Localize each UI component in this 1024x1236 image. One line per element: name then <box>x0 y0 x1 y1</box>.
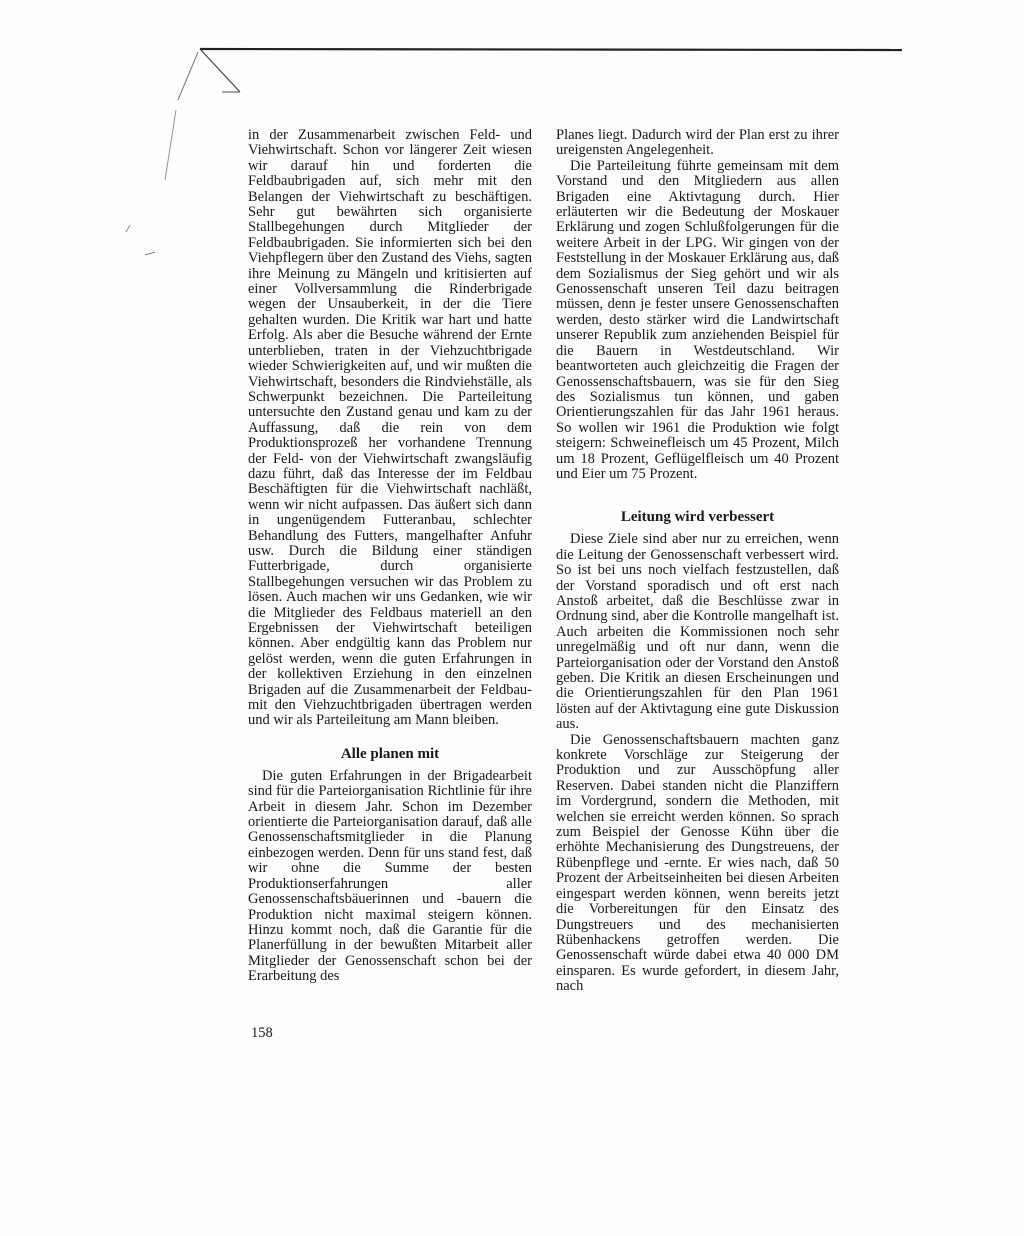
right-paragraph-1: Planes liegt. Dadurch wird der Plan erst zu ihrer ureigensten Angelegenheit. <box>556 127 839 159</box>
right-paragraph-3: Diese Ziele sind aber nur zu erreichen, wenn die Leitung der Genossenschaft verbessert wird. So ist bei uns noch vielfach festzustellen, daß der Vorstand sporadisch und oft erst nach Anstoß arbeitet, daß die Beschlüsse zwar in Ordnung sind, aber die Kontrolle mangelhaft ist. Auch arbeiten die Kommissionen noch sehr unregelmäßig und oft nur dann, wenn die Parteiorganisation oder der Vorstand den Anstoß geben. Die Kritik an diesen Erscheinungen und die Orientierungszahlen für den Plan 1961 lösten auf der Aktivtagung eine gute Diskussion aus. <box>556 531 839 733</box>
section-heading-alle-planen-mit: Alle planen mit <box>340 745 440 762</box>
top-border-line <box>200 49 902 50</box>
section-heading-leitung-wird-verbessert: Leitung wird verbessert <box>620 509 775 526</box>
fold-edge-diagonal <box>200 49 240 92</box>
left-scan-mark-4 <box>145 252 155 255</box>
right-paragraph-4: Die Genossenschaftsbauern machten ganz konkrete Vorschläge zur Steigerung der Produktion und zur Ausschöpfung aller Reserven. Dabei standen nicht die Planziffern im Vordergrund, sondern die Methoden, mit welchen sie erreicht werden können. So sprach zum Beispiel der Genosse Kühn über die erhöhte Mechanisierung des Dungstreuens, der Rübenpflege und -ernte. Er wies nach, daß 50 Prozent der Arbeitseinheiten bei diesen Arbeiten eingespart werden können, wenn bereits jetzt die Vorbereitungen für den Einsatz des Dungstreuers und des mechanisierten Rübenhackens getroffen werden. Die Genossenschaft würde dabei etwa 40 000 DM einsparen. Es wurde gefordert, in diesem Jahr, nach <box>556 731 839 995</box>
left-column <box>248 128 532 985</box>
left-paragraph-1: in der Zusammenarbeit zwischen Feld- und Viehwirtschaft. Schon vor längerer Zeit wiesen wir darauf hin und forderten die Feldbaubrigaden auf, sich mehr mit den Belangen der Viehwirtschaft zu beschäftigen. Sehr gut bewährten sich organisierte Stallbegehungen durch Mitglieder der Feldbaubrigaden. Sie informierten sich bei den Viehpflegern über den Zustand des Viehs, sagten ihre Meinung zu Mängeln und kritisierten auf einer Vollversammlung die Rinderbrigade wegen der Unsauberkeit, in der die Tiere gehalten wurden. Die Kritik war hart und hatte Erfolg. Als aber die Besuche während der Ernte unterblieben, traten in der Viehzuchtbrigade wieder Schwierigkeiten auf, und wir mußten die Viehwirtschaft, besonders die Rindviehställe, als Schwerpunkt bezeichnen. Die Parteileitung untersuchte den Zustand genau und kam zu der Auffassung, daß die rein von dem Produktionsprozeß her vorhandene Trennung der Feld- von der Viehwirtschaft zwangsläufig dazu führt, daß das Interesse der im Feldbau Beschäftigten für die Viehwirtschaft nachläßt, wenn wir nicht aufpassen. Das äußert sich dann in ungenügendem Futteranbau, schlechter Behandlung des Futters, mangelhafter Anfuhr usw. Durch die Bildung einer ständigen Futterbrigade, durch organisierte Stallbegehungen versuchen wir das Problem zu lösen. Auch machen wir uns Gedanken, wie wir die Mitglieder des Feldbaus materiell an den Ergebnissen der Viehwirtschaft beteiligen können. Aber endgültig kann das Problem nur gelöst werden, wenn die guten Erfahrungen in der kollektiven Erziehung in den einzelnen Brigaden auf die Zusammenarbeit der Feldbau- mit den Viehzuchtbrigaden übertragen werden und wir als Parteileitung am Mann bleiben. <box>248 127 532 729</box>
left-scan-mark-3 <box>126 225 130 232</box>
page-number: 158 <box>251 1025 273 1041</box>
left-paragraph-2: Die guten Erfahrungen in der Brigadearbeit sind für die Parteiorganisation Richtlinie für ihre Arbeit in diesem Jahr. Schon im Dezember orientierte die Parteiorganisation darauf, daß alle Genossenschaftsmitglieder in die Planung einbezogen werden. Denn für uns stand fest, daß wir ohne die Summe der besten Produktionserfahrungen aller Genossenschaftsbäuerinnen und -bauern die Produktion nicht maximal steigern können. Hinzu kommt noch, daß die Garantie für die Planerfüllung in der bewußten Mitarbeit aller Mitglieder der Genossenschaft schon bei der Erarbeitung des <box>248 767 532 985</box>
left-scan-mark-2 <box>165 110 176 180</box>
left-scan-mark <box>178 52 198 100</box>
right-column <box>556 128 839 995</box>
right-paragraph-2: Die Parteileitung führte gemeinsam mit dem Vorstand und den Mitgliedern aus allen Brigaden eine Aktivtagung durch. Hier erläuterten wir die Bedeutung der Moskauer Erklärung und zogen Schlußfolgerungen für die weitere Arbeit in der LPG. Wir gingen von der Feststellung in der Moskauer Erklärung aus, daß dem Sozialismus der Sieg gehört und wir als Genossenschaft unseren Teil dazu beitragen müssen, denn je fester unsere Genossenschaften werden, desto stärker wird die Landwirtschaft unserer Republik zum anziehenden Beispiel für die Bauern in Westdeutschland. Wir beantworteten auch gleichzeitig die Fragen der Genossenschaftsbauern, was sie für den Sieg des Sozialismus tun können, und gaben Orientierungszahlen für das Jahr 1961 heraus. So wollen wir 1961 die Produktion wie folgt steigern: Schweinefleisch um 45 Prozent, Milch um 18 Prozent, Geflügelfleisch um 40 Prozent und Eier um 75 Prozent. <box>556 157 839 482</box>
